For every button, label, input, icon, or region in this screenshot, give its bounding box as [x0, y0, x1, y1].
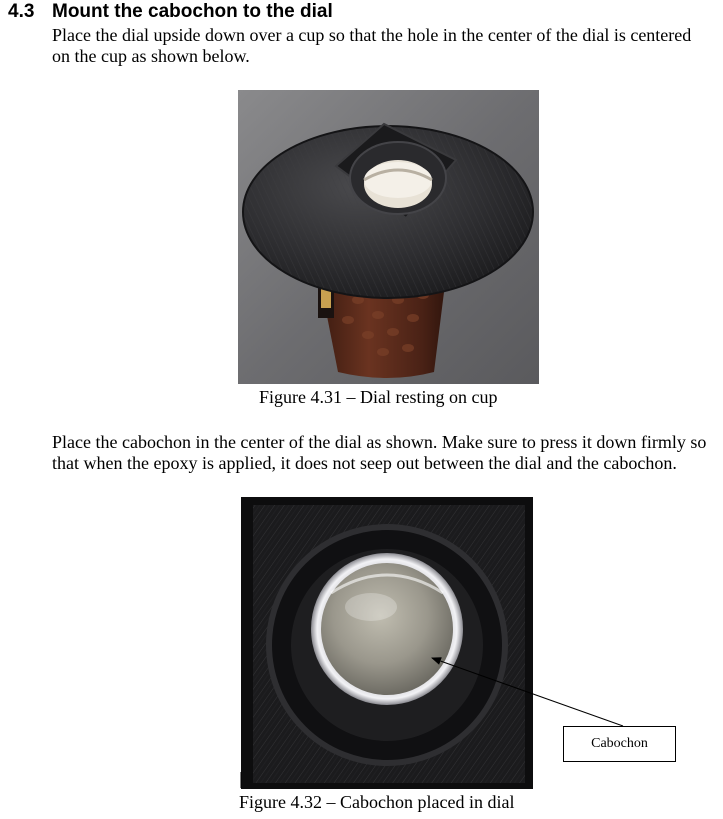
- section-heading: [8, 1, 333, 23]
- intro-paragraph: Place the dial upside down over a cup so that the hole in the center of the dial is centered on the cup as shown below.: [52, 25, 692, 66]
- dial-on-cup-photo: [238, 90, 539, 384]
- section-title: Mount the cabochon to the dial: [52, 1, 333, 22]
- cabochon-in-dial-photo: [241, 497, 533, 789]
- section-number: 4.3: [8, 1, 35, 22]
- dial-on-cup-illustration: [238, 90, 539, 384]
- figure-4-31-caption: Figure 4.31 – Dial resting on cup: [259, 387, 498, 407]
- instruction-paragraph: Place the cabochon in the center of the dial as shown. Make sure to press it down firmly so that when the epoxy is applied, it does not seep out between the dial and the cabochon.: [52, 432, 707, 473]
- cabochon-callout-label: Cabochon: [563, 726, 676, 762]
- figure-4-32-caption: Figure 4.32 – Cabochon placed in dial: [239, 792, 515, 812]
- cabochon-in-dial-illustration: [241, 497, 533, 789]
